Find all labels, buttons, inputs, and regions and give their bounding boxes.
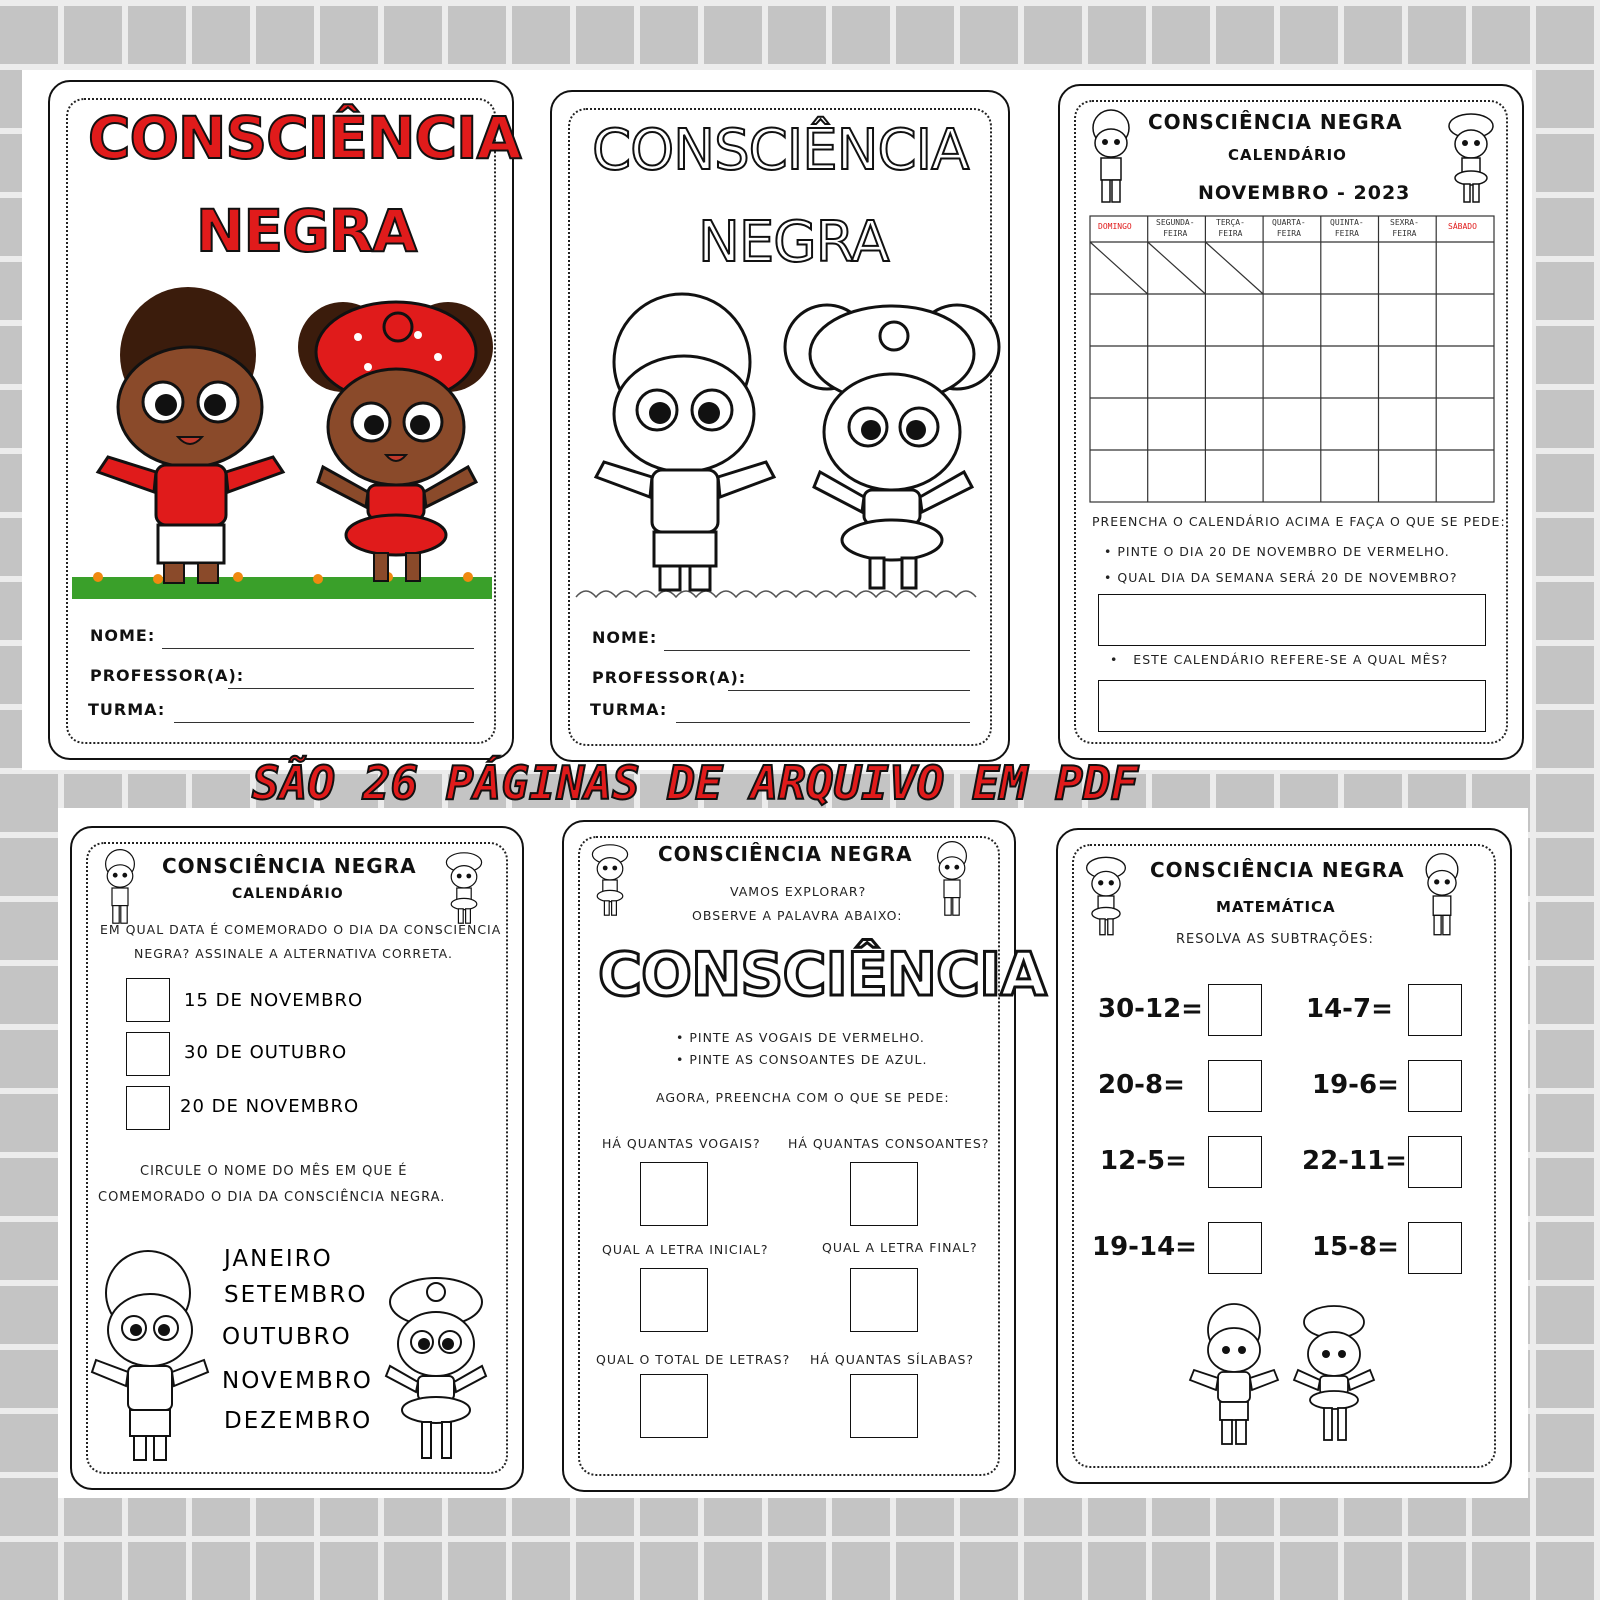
field-class-line[interactable]: [676, 722, 970, 723]
girl-icon: [590, 838, 630, 922]
day-wednesday: QUARTA- FEIRA: [1272, 218, 1306, 238]
math-op-6: 22-11=: [1302, 1146, 1407, 1176]
month-option-5[interactable]: DEZEMBRO: [224, 1408, 373, 1434]
field-teacher-line[interactable]: [728, 690, 970, 691]
page-subtitle: MATEMÁTICA: [1216, 898, 1336, 916]
math-answer-3[interactable]: [1208, 1060, 1262, 1112]
field-teacher-label: PROFESSOR(A):: [90, 666, 245, 685]
option-label-3: 20 DE NOVEMBRO: [180, 1096, 360, 1117]
question-1-line2: NEGRA? ASSINALE A ALTERNATIVA CORRETA.: [134, 946, 453, 961]
answer-box-1[interactable]: [1098, 594, 1486, 646]
math-answer-5[interactable]: [1208, 1136, 1262, 1188]
option-checkbox-3[interactable]: [126, 1086, 170, 1130]
day-sunday: DOMINGO: [1098, 222, 1132, 231]
field-name-line[interactable]: [664, 650, 970, 651]
day-monday: SEGUNDA- FEIRA: [1156, 218, 1195, 238]
boy-icon: [100, 846, 140, 930]
boy-icon: [1086, 108, 1136, 208]
option-label-2: 30 DE OUTUBRO: [184, 1042, 348, 1063]
day-tuesday: TERÇA- FEIRA: [1216, 218, 1245, 238]
field-name-line[interactable]: [162, 648, 474, 649]
page-subtitle: CALENDÁRIO: [232, 886, 344, 902]
question-vowels: HÁ QUANTAS VOGAIS?: [602, 1136, 761, 1151]
question-2-line1: CIRCULE O NOME DO MÊS EM QUE É: [140, 1164, 408, 1179]
girl-icon: [444, 846, 484, 930]
page-title: CONSCIÊNCIA NEGRA: [1150, 858, 1405, 882]
field-class-line[interactable]: [174, 722, 474, 723]
boy-illustration: [90, 1248, 210, 1468]
option-checkbox-2[interactable]: [126, 1032, 170, 1076]
question-1-line1: EM QUAL DATA É COMEMORADO O DIA DA CONSCIÊNCIA: [100, 922, 502, 937]
card-cover-outline: [550, 90, 1010, 762]
answer-box-consonants[interactable]: [850, 1162, 918, 1226]
featured-word: CONSCIÊNCIA: [598, 940, 1046, 1010]
question-first-letter: QUAL A LETRA INICIAL?: [602, 1242, 769, 1257]
boy-icon: [1420, 852, 1464, 940]
page-title: CONSCIÊNCIA NEGRA: [658, 842, 913, 866]
cover-title-line1: CONSCIÊNCIA: [88, 104, 521, 172]
field-name-label: NOME:: [90, 626, 156, 645]
option-checkbox-1[interactable]: [126, 978, 170, 1022]
girl-illustration: [376, 1272, 496, 1472]
answer-box-last-letter[interactable]: [850, 1268, 918, 1332]
explore-line2: OBSERVE A PALAVRA ABAIXO:: [692, 908, 903, 923]
option-label-1: 15 DE NOVEMBRO: [184, 990, 364, 1011]
calendar-month: NOVEMBRO - 2023: [1198, 182, 1411, 204]
page-title: CONSCIÊNCIA NEGRA: [1148, 110, 1403, 134]
day-saturday: SÁBADO: [1448, 222, 1477, 231]
card-calendar: [1058, 84, 1524, 760]
math-op-8: 15-8=: [1312, 1232, 1399, 1262]
card-math: [1056, 828, 1512, 1484]
field-class-label: TURMA:: [590, 700, 668, 719]
month-option-2[interactable]: SETEMBRO: [224, 1282, 368, 1308]
math-op-3: 20-8=: [1098, 1070, 1185, 1100]
kids-illustration-small: [1176, 1300, 1396, 1450]
answer-box-2[interactable]: [1098, 680, 1486, 732]
day-thursday: QUINTA- FEIRA: [1330, 218, 1364, 238]
bullet-vowels: • PINTE AS VOGAIS DE VERMELHO.: [676, 1030, 925, 1045]
field-name-label: NOME:: [592, 628, 658, 647]
question-last-letter: QUAL A LETRA FINAL?: [822, 1240, 978, 1255]
math-instruction: RESOLVA AS SUBTRAÇÕES:: [1176, 932, 1374, 947]
girl-icon: [1084, 852, 1128, 940]
question-total-letters: QUAL O TOTAL DE LETRAS?: [596, 1352, 791, 1367]
kids-illustration-outline: [572, 292, 992, 612]
bullet-2: • QUAL DIA DA SEMANA SERÁ 20 DE NOVEMBRO?: [1104, 570, 1458, 585]
answer-box-first-letter[interactable]: [640, 1268, 708, 1332]
calendar-instruction: PREENCHA O CALENDÁRIO ACIMA E FAÇA O QUE SE PEDE:: [1092, 514, 1506, 529]
math-answer-8[interactable]: [1408, 1222, 1462, 1274]
explore-line1: VAMOS EXPLORAR?: [730, 884, 867, 899]
math-op-1: 30-12=: [1098, 994, 1203, 1024]
answer-box-total-letters[interactable]: [640, 1374, 708, 1438]
question-2-line2: COMEMORADO O DIA DA CONSCIÊNCIA NEGRA.: [98, 1190, 446, 1205]
card-date-question: [70, 826, 524, 1490]
math-op-2: 14-7=: [1306, 994, 1393, 1024]
question-syllables: HÁ QUANTAS SÍLABAS?: [810, 1352, 975, 1367]
math-op-4: 19-6=: [1312, 1070, 1399, 1100]
math-answer-1[interactable]: [1208, 984, 1262, 1036]
math-answer-7[interactable]: [1208, 1222, 1262, 1274]
cover-title-line2: NEGRA: [698, 210, 889, 275]
calendar-grid: [1090, 216, 1494, 502]
cover-title-line1: CONSCIÊNCIA: [592, 118, 969, 183]
card-word-explore: [562, 820, 1046, 1492]
fill-instruction: AGORA, PREENCHA COM O QUE SE PEDE:: [656, 1090, 950, 1105]
day-friday: SEXRA- FEIRA: [1390, 218, 1419, 238]
cover-title-line2: NEGRA: [196, 197, 417, 265]
bullet-3: • ESTE CALENDÁRIO REFERE-SE A QUAL MÊS?: [1110, 652, 1449, 667]
field-teacher-line[interactable]: [228, 688, 474, 689]
kids-illustration-color: [68, 287, 498, 607]
girl-icon: [1446, 108, 1496, 208]
boy-icon: [932, 838, 972, 922]
bullet-consonants: • PINTE AS CONSOANTES DE AZUL.: [676, 1052, 928, 1067]
bullet-1: • PINTE O DIA 20 DE NOVEMBRO DE VERMELHO.: [1104, 544, 1450, 559]
card-cover-color: [48, 80, 521, 760]
math-answer-6[interactable]: [1408, 1136, 1462, 1188]
field-class-label: TURMA:: [88, 700, 166, 719]
month-option-1[interactable]: JANEIRO: [224, 1246, 333, 1272]
page-subtitle: CALENDÁRIO: [1228, 146, 1347, 164]
field-teacher-label: PROFESSOR(A):: [592, 668, 747, 687]
math-op-5: 12-5=: [1100, 1146, 1187, 1176]
answer-box-vowels[interactable]: [640, 1162, 708, 1226]
question-consonants: HÁ QUANTAS CONSOANTES?: [788, 1136, 990, 1151]
math-op-7: 19-14=: [1092, 1232, 1197, 1262]
pages-banner: SÃO 26 PÁGINAS DE ARQUIVO EM PDF: [252, 756, 1139, 810]
math-answer-2[interactable]: [1408, 984, 1462, 1036]
math-answer-4[interactable]: [1408, 1060, 1462, 1112]
page-title: CONSCIÊNCIA NEGRA: [162, 854, 417, 878]
month-option-4[interactable]: NOVEMBRO: [222, 1368, 373, 1394]
answer-box-syllables[interactable]: [850, 1374, 918, 1438]
month-option-3[interactable]: OUTUBRO: [222, 1324, 352, 1350]
